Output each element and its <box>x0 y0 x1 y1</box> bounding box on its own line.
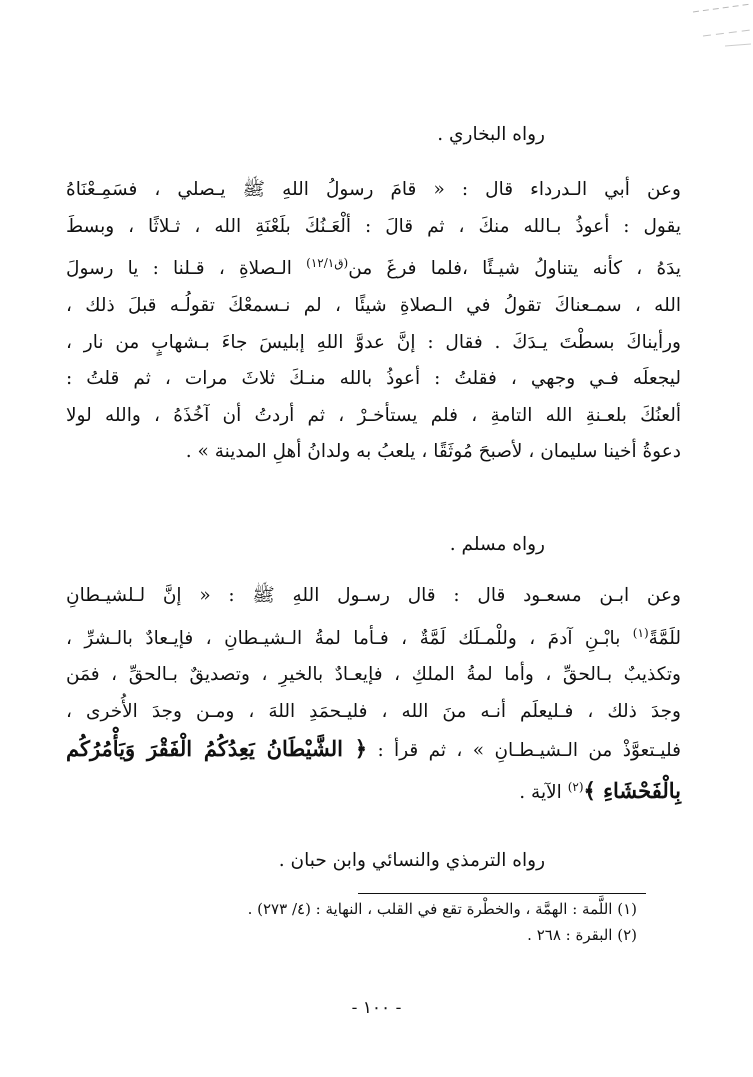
hadith-line: يقول : أعوذُ بـالله منكَ ، ثم قالَ : ألْعَـنُكَ بلَعْنَةِ الله ، ثـلاثًا ، وبسطَ <box>66 215 681 237</box>
scan-artifact <box>663 0 753 60</box>
hadith-line-with-quran <box>66 769 681 812</box>
hadith-line-start: يدَهُ ، كأنه يتناولُ شيـئًا ،فلما فرغَ من <box>348 258 681 280</box>
footnote-2: (٢) البقرة : ٢٦٨ . <box>527 926 637 944</box>
hadith-line-with-quran <box>66 731 681 770</box>
hadith-line: ليجعلَه فـي وجهي ، فقلتُ : أعوذُ بالله منـكَ ثلاثَ مرات ، ثم قلتُ : <box>66 368 681 390</box>
footnote-divider <box>358 893 646 894</box>
hadith-abu-darda <box>66 172 681 471</box>
hadith-line-start: للَمَّةً <box>648 627 681 649</box>
quran-verse: ﴿ الشَّيْطَانُ يَعِدُكُمُ الْفَقْرَ وَيَأْمُرُكُم <box>66 735 368 761</box>
manuscript-ref: (ق١٢/١) <box>306 256 349 271</box>
hadith-line: دعوةُ أخينا سليمان ، لأصبحَ مُوثَقًا ، يلعبُ به ولدانُ أهلِ المدينة » . <box>185 441 681 463</box>
source-muslim: رواه مسلم . <box>449 534 545 555</box>
page-number: - ١٠٠ - <box>351 998 402 1018</box>
source-bukhari: رواه البخاري . <box>437 124 545 145</box>
quran-verse-end: بِالْفَحْشَاءِ ﴾ <box>583 778 681 804</box>
footnote-ref-1: (١) <box>632 625 649 640</box>
hadith-line: ورأيناكَ بسطْتَ يـدَكَ . فقال : إنَّ عدوَّ اللهِ إبليسَ جاءَ بـشهابٍ من نار ، <box>66 331 681 353</box>
hadith-line: وعن أبي الـدرداء قال : « قامَ رسولُ اللهِ ﷺ يـصلي ، فسَمِـعْنَاهُ <box>66 179 681 200</box>
hadith-line-with-ref <box>66 615 681 658</box>
hadith-line: وجدَ ذلك ، فـليعلَم أنـه منَ الله ، فليـحمَدِ اللهَ ، ومـن وجدَ الأُخرى ، <box>66 700 681 722</box>
hadith-line-end: بابْـنِ آدمَ ، وللْمـلَك لَمَّةٌ ، فـأما لمةُ الـشيـطانِ ، فإيـعادٌ بالـشرِّ ، <box>66 627 621 649</box>
hadith-line: ألعنُكَ بلعـنةِ الله التامةِ ، فلم يستأخـرْ ، ثم أردتُ أن آخُذَهُ ، والله لولا <box>66 404 681 426</box>
footnote-ref-2: (٢) <box>567 780 584 795</box>
hadith-line: الله ، سمـعناكَ تقولُ في الـصلاةِ شيئًا ، لم نـسمعْكَ تقولُـه قبلَ ذلك ، <box>66 294 681 316</box>
hadith-line: وتكذيبٌ بـالحقِّ ، وأما لمةُ الملكِ ، فإيعـادٌ بالخيرِ ، وتصديقٌ بـالحقِّ ، فمَن <box>66 664 681 686</box>
hadith-line: وعن ابـن مسعـود قال : قال رسـول اللهِ ﷺ : « إنَّ لـلشيـطانِ <box>66 585 681 606</box>
hadith-line-with-ref <box>66 245 681 288</box>
source-tirmidhi: رواه الترمذي والنسائي وابن حبان . <box>278 850 545 871</box>
hadith-line-end: الـصلاةِ ، قـلنا : يا رسولَ <box>66 258 292 280</box>
hadith-ibn-masud <box>66 578 681 812</box>
footnote-1: (١) اللَّمة : الهمَّة ، والخطْرة تقع في القلب ، النهاية : (٤/ ٢٧٣) . <box>247 900 637 918</box>
hadith-line-start: فليـتعوَّذْ من الـشيـطـانِ » ، ثم قرأ : <box>377 739 681 761</box>
quran-tail: الآية . <box>519 782 562 804</box>
